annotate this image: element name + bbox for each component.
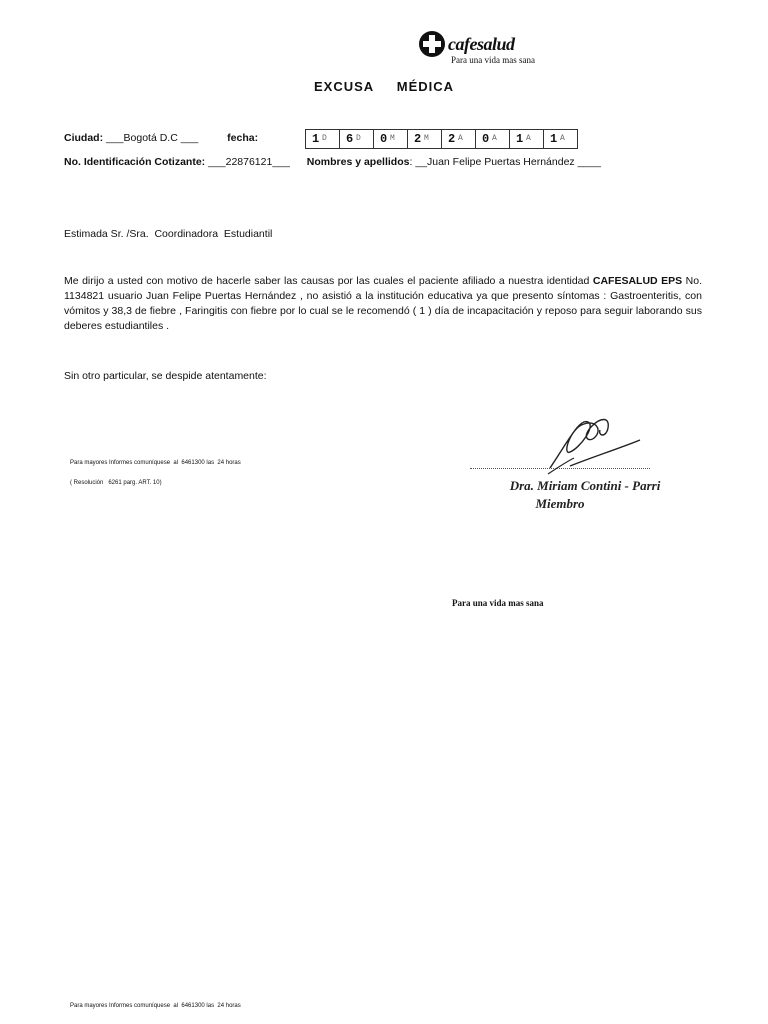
info-line: Para mayores Informes comuníquese al 6461300 las 24 horas [70,460,241,466]
id-row [64,156,601,168]
id-value: ___22876121___ [208,156,290,168]
date-cell: 6 D [340,130,374,148]
city-row [64,132,258,144]
date-label: fecha: [227,132,259,144]
date-cell: 1 A [510,130,544,148]
cross-circle-icon [418,30,446,58]
signatory-name: Dra. Miriam Contini - Parri [509,478,661,493]
body-text-before: Me dirijo a usted con motivo de hacerle saber las causas por las cuales el paciente afiliado a nuestra identidad [64,275,593,287]
date-grid [305,129,578,149]
body-text-after: No. 1134821 usuario Juan Felipe Puertas Hernández , no asistió a la institución educativa ya que presento síntomas : Gastroenteritis, con vómitos y 38,3 de fiebre , Faringitis con fiebre por lo cual se le recomendó ( 1 ) día de incapacitación y reposo para seguir laborando sus deberes estudiantiles . [64,275,702,332]
name-label: Nombres y apellidos [306,156,410,168]
closing-line: Sin otro particular, se despide atentamente: [64,370,267,382]
body-paragraph [64,274,702,334]
footer-info-line: Para mayores Informes comuníquese al 6461300 las 24 horas [70,1003,241,1009]
date-cell: 0 A [476,130,510,148]
date-cell: 2 M [408,130,442,148]
city-label: Ciudad: [64,132,104,144]
date-cell: 2 A [442,130,476,148]
logo-name: cafesalud [448,34,515,54]
document-title: EXCUSA MÉDICA [313,79,455,94]
date-cell: 1 D [306,130,340,148]
cafesalud-logo [418,30,568,70]
signatory-role: Miembro [535,496,585,511]
id-label: No. Identificación Cotizante: [64,156,206,168]
handwritten-signature [540,408,650,480]
salutation: Estimada Sr. /Sra. Coordinadora Estudiantil [64,228,273,240]
name-value: : __Juan Felipe Puertas Hernández ____ [409,156,601,168]
entity-name: CAFESALUD EPS [592,275,683,287]
footer-tagline: Para una vida mas sana [452,598,544,608]
resolution-note: ( Resolución 6261 parg. ART. 10) [70,480,162,486]
date-cell: 1 A [550,132,565,146]
logo-tagline: Para una vida mas sana [451,55,535,65]
date-cell: 0 M [374,130,408,148]
signature-line [470,468,650,469]
city-value: ___Bogotá D.C ___ [106,132,199,144]
